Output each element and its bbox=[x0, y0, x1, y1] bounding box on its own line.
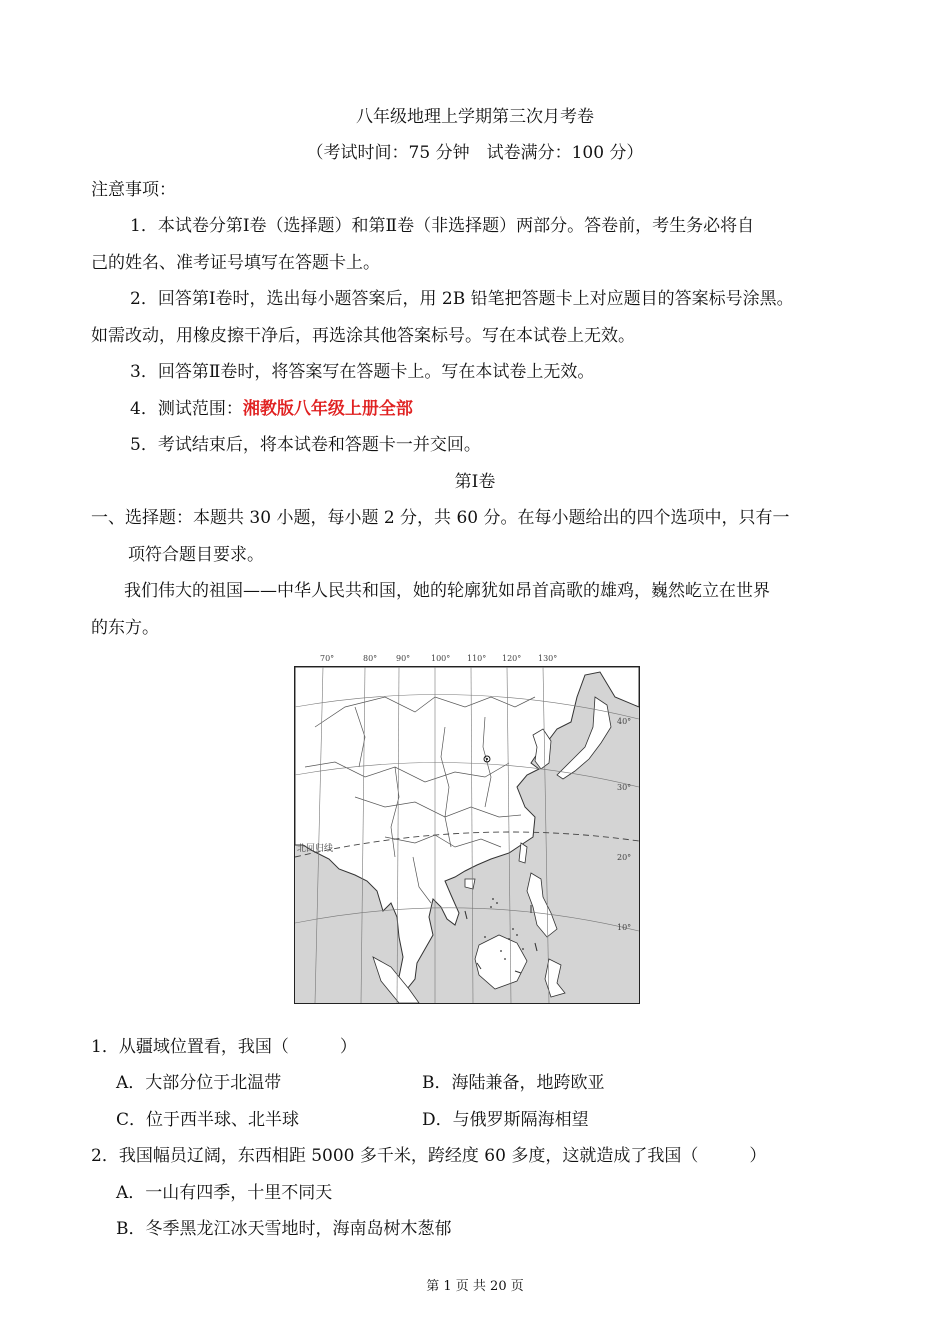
part-instructions-cont: 项符合题目要求。 bbox=[128, 545, 264, 565]
question-2-option-a: A．一山有四季，十里不同天 bbox=[116, 1183, 333, 1203]
lat-label: 40° bbox=[617, 717, 632, 726]
page-number: 第 1 页 共 20 页 bbox=[426, 1279, 524, 1294]
question-1-option-a: A．大部分位于北温带 bbox=[116, 1073, 282, 1093]
notice-item-1-cont: 己的姓名、准考证号填写在答题卡上。 bbox=[91, 253, 380, 273]
china-map bbox=[294, 666, 640, 1004]
question-1-option-d: D．与俄罗斯隔海相望 bbox=[422, 1110, 589, 1130]
question-2-stem: 2．我国幅员辽阔，东西相距 5000 多千米，跨经度 60 多度，这就造成了我国（ ） bbox=[91, 1146, 767, 1166]
hainan bbox=[465, 879, 475, 889]
question-2-option-b: B．冬季黑龙江冰天雪地时，海南岛树木葱郁 bbox=[116, 1219, 452, 1239]
notice-item-1: 1．本试卷分第Ⅰ卷（选择题）和第Ⅱ卷（非选择题）两部分。答卷前，考生务必将自 bbox=[130, 216, 755, 236]
lon-label: 120° bbox=[502, 654, 522, 663]
lat-label: 20° bbox=[617, 853, 632, 862]
page-title: 八年级地理上学期第三次月考卷 bbox=[356, 107, 594, 127]
lat-label: 10° bbox=[617, 923, 632, 932]
notice-item-2-cont: 如需改动，用橡皮擦干净后，再选涂其他答案标号。写在本试卷上无效。 bbox=[91, 326, 635, 346]
notice-heading: 注意事项： bbox=[91, 180, 176, 200]
tropic-label: 北回归线 bbox=[297, 844, 334, 854]
lon-label: 130° bbox=[538, 654, 558, 663]
notice-item-2: 2．回答第Ⅰ卷时，选出每小题答案后，用 2B 铅笔把答题卡上对应题目的答案标号涂黑。 bbox=[130, 289, 794, 309]
lon-label: 90° bbox=[396, 654, 411, 663]
lon-label: 70° bbox=[320, 654, 335, 663]
lon-label: 100° bbox=[431, 654, 451, 663]
map-graphic bbox=[295, 667, 639, 1003]
part-instructions: 一、选择题：本题共 30 小题，每小题 2 分，共 60 分。在每小题给出的四个选项中，只有一 bbox=[91, 508, 790, 528]
question-1-option-c: C．位于西半球、北半球 bbox=[116, 1110, 300, 1130]
lon-label: 80° bbox=[363, 654, 378, 663]
intro-text: 我们伟大的祖国——中华人民共和国，她的轮廓犹如昂首高歌的雄鸡，巍然屹立在世界 bbox=[124, 581, 770, 601]
volume-title: 第Ⅰ卷 bbox=[454, 472, 496, 492]
notice-item-3: 3．回答第Ⅱ卷时，将答案写在答题卡上。写在本试卷上无效。 bbox=[130, 362, 595, 382]
notice-item-5: 5．考试结束后，将本试卷和答题卡一并交回。 bbox=[130, 435, 481, 455]
lon-label: 110° bbox=[467, 654, 487, 663]
lat-label: 30° bbox=[617, 783, 632, 792]
test-scope: 湘教版八年级上册全部 bbox=[242, 399, 413, 419]
notice-item-4-prefix: 4．测试范围： bbox=[130, 399, 243, 419]
intro-text-cont: 的东方。 bbox=[91, 618, 159, 638]
question-1-option-b: B．海陆兼备，地跨欧亚 bbox=[422, 1073, 605, 1093]
notice-item-4 bbox=[130, 394, 413, 419]
exam-info: （考试时间：75 分钟 试卷满分：100 分） bbox=[306, 143, 644, 163]
question-1-stem: 1．从疆域位置看，我国（ ） bbox=[91, 1037, 357, 1057]
